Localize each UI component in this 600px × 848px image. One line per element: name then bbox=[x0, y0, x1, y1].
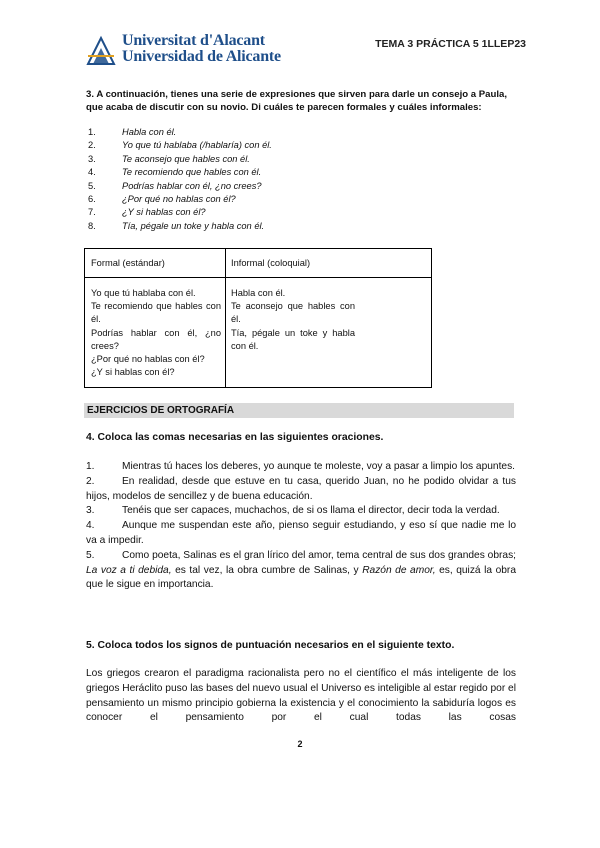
list-item-text: Tenéis que ser capaces, muchachos, de si os llama el director, decir toda la verdad. bbox=[122, 505, 500, 517]
list-item-number: 6. bbox=[88, 193, 96, 204]
table-header-informal: Informal (coloquial) bbox=[231, 258, 311, 268]
list-item-text: es, quizá la obra que le sigue en importancia. bbox=[86, 564, 516, 591]
table-cell-line: Te recomiendo que hables con él. bbox=[91, 301, 221, 325]
list-item-number: 2. bbox=[88, 140, 96, 151]
table-header-formal: Formal (estándar) bbox=[91, 258, 165, 268]
table-cell-line: Te aconsejo que hables con él. bbox=[231, 301, 355, 325]
list-item-number: 1. bbox=[88, 127, 96, 137]
list-item-number: 4. bbox=[86, 520, 95, 532]
book-title: La voz a ti debida, bbox=[86, 564, 172, 576]
question-3-intro bbox=[86, 88, 516, 114]
list-item-text: Yo que tú hablaba (/hablaría) con él. bbox=[122, 140, 272, 151]
list-item bbox=[86, 475, 516, 505]
page-header bbox=[86, 34, 526, 70]
list-item-text: ¿Por qué no hablas con él? bbox=[122, 193, 236, 204]
list-item-text: En realidad, desde que estuve en tu casa, querido Juan, no he podido olvidar a tus hijos, modelos de sencillez y de buena educación. bbox=[86, 475, 516, 502]
list-item-text: Habla con él. bbox=[122, 127, 177, 137]
list-item bbox=[86, 549, 516, 593]
list-item bbox=[86, 460, 516, 475]
list-item bbox=[86, 504, 516, 519]
list-item-text: Podrías hablar con él, ¿no crees? bbox=[122, 180, 262, 191]
book-title: Razón de amor, bbox=[362, 564, 436, 576]
expression-list bbox=[86, 126, 516, 233]
list-item-number: 1. bbox=[86, 461, 95, 472]
list-item-text: es tal vez, la obra cumbre de Salinas, y bbox=[171, 564, 363, 576]
list-item bbox=[86, 220, 516, 233]
table-cell-line: Tía, pégale un toke y habla con él. bbox=[231, 327, 355, 351]
list-item-text: Te aconsejo que hables con él. bbox=[122, 153, 250, 164]
list-item-number: 2. bbox=[86, 475, 95, 487]
list-item-text: Tía, pégale un toke y habla con él. bbox=[122, 220, 265, 231]
university-logo-icon bbox=[86, 34, 116, 66]
table-header-row bbox=[85, 249, 431, 278]
question-3-number: 3. bbox=[86, 89, 95, 100]
list-item-number: 7. bbox=[88, 207, 96, 218]
table-cell-line: Habla con él. bbox=[231, 288, 286, 298]
question-3-text: A continuación, tienes una serie de expresiones que sirven para darle un consejo a Paula, que acaba de discutir con su novio. Di cuáles te parecen formales y cuáles informales: bbox=[86, 89, 508, 113]
list-item bbox=[86, 153, 516, 166]
list-item-text: Como poeta, Salinas es el gran lírico del amor, tema central de sus dos grandes obras; bbox=[122, 549, 516, 561]
table-cell-informal bbox=[231, 287, 355, 353]
university-name-line1: Universitat d'Alacant bbox=[122, 32, 265, 49]
list-item-number: 5. bbox=[88, 180, 96, 191]
table-cell-line: Yo que tú hablaba con él. bbox=[91, 288, 196, 298]
question-4-title: 4. Coloca las comas necesarias en las siguientes oraciones. bbox=[86, 432, 384, 443]
list-item-number: 5. bbox=[86, 549, 95, 561]
section-heading-bar bbox=[84, 403, 514, 418]
document-code: TEMA 3 PRÁCTICA 5 1LLEP23 bbox=[375, 38, 526, 50]
list-item bbox=[86, 139, 516, 152]
list-item bbox=[86, 206, 516, 219]
question-4-list bbox=[86, 460, 516, 593]
list-item-number: 3. bbox=[88, 153, 96, 164]
list-item bbox=[86, 166, 516, 179]
list-item-text: ¿Y si hablas con él? bbox=[122, 207, 206, 218]
formality-table bbox=[84, 248, 432, 388]
table-cell-line: ¿Por qué no hablas con él? bbox=[91, 354, 205, 365]
list-item-number: 3. bbox=[86, 505, 95, 517]
list-item bbox=[86, 519, 516, 549]
list-item-text: Aunque me suspendan este año, pienso seguir estudiando, y eso sí que nadie me lo va a impedir. bbox=[86, 520, 516, 546]
list-item-text: Te recomiendo que hables con él. bbox=[122, 167, 262, 178]
list-item-text: Mientras tú haces los deberes, yo aunque te moleste, voy a pasar a limpio los apuntes. bbox=[122, 461, 516, 472]
table-cell-line: ¿Y si hablas con él? bbox=[91, 367, 175, 378]
question-5-text: Los griegos crearon el paradigma racionalista pero no el científico el más inteligente de los griegos Heráclito puso las bases del nuevo usual el Universo es inteligible al estar regido por el pensamiento un mismo principio gobierna la existencia y el conocimiento la sabiduría logos es conocer el pensamiento por el cual todas las cosas bbox=[86, 668, 516, 724]
university-name-line2: Universidad de Alicante bbox=[122, 47, 281, 65]
table-cell-line: Podrías hablar con él, ¿no crees? bbox=[91, 327, 221, 351]
list-item-number: 4. bbox=[88, 167, 96, 178]
list-item bbox=[86, 126, 516, 139]
section-heading: EJERCICIOS DE ORTOGRAFÍA bbox=[87, 405, 235, 416]
table-cell-formal bbox=[91, 287, 221, 379]
university-name bbox=[122, 33, 281, 64]
table-divider bbox=[225, 249, 226, 387]
list-item-number: 8. bbox=[88, 220, 96, 231]
list-item bbox=[86, 193, 516, 206]
list-item bbox=[86, 180, 516, 193]
question-5-title: 5. Coloca todos los signos de puntuación necesarios en el siguiente texto. bbox=[86, 640, 455, 651]
page-number: 2 bbox=[297, 739, 303, 749]
